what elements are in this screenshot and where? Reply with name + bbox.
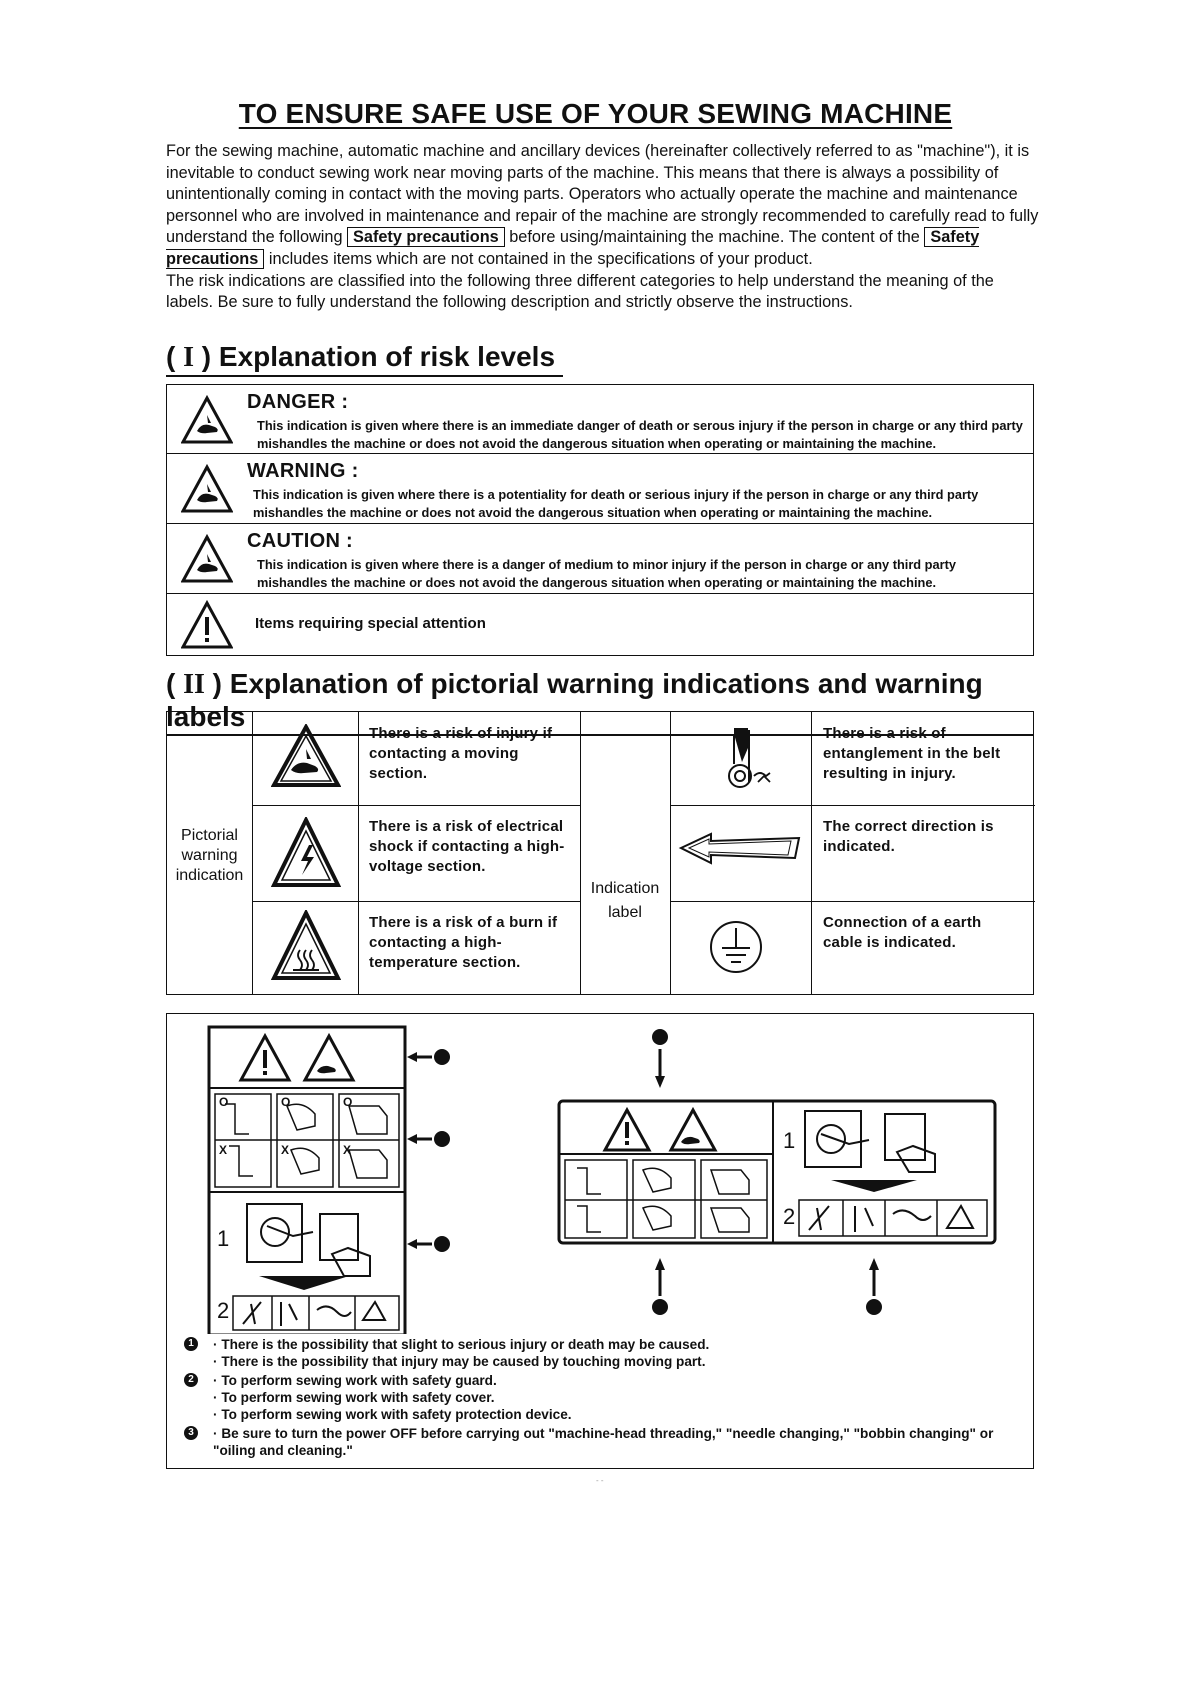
note-2	[183, 1372, 1023, 1423]
note-line: · To perform sewing work with safety protection device.	[213, 1407, 572, 1422]
grid-line	[580, 712, 581, 994]
risk-desc-caution: This indication is given where there is a danger of medium to minor injury if the person in charge or any third party mishandles the machine or does not avoid the dangerous situation when operating or maintaining the machine.	[257, 557, 956, 590]
svg-text:O: O	[281, 1095, 291, 1109]
section-1-heading: ( I ) Explanation of risk levels	[166, 341, 563, 377]
pictorial-text-moving: There is a risk of injury if contacting a moving section.	[369, 725, 553, 782]
intro-text-part-a: For the sewing machine, automatic machine and ancillary devices (hereinafter collectively referred to as "machine"), it is inevitable to conduct sewing work near moving parts of the machine. This means that there is always a possibility of unintentionally coming in contact with the moving parts. Operators who actually operate the machine and maintenance personnel who are involved in maintenance and repair of the machine are strongly recommended to carefully read to fully understand the following	[166, 142, 1039, 247]
indication-text-earth: Connection of a earth cable is indicated.	[823, 914, 982, 951]
risk-row-danger	[167, 385, 1033, 454]
svg-text:X: X	[343, 1143, 352, 1157]
pictorial-label: Pictorial warning indication	[175, 827, 244, 884]
risk-level-danger: DANGER :	[247, 391, 349, 413]
warning-labels-diagram	[167, 1014, 1033, 1334]
note-line: · Be sure to turn the power OFF before carrying out "machine-head threading," "needle changing," "bobbin changing" or "oiling and cleaning."	[213, 1426, 994, 1458]
high-voltage-icon	[271, 817, 341, 889]
vertical-warning-label	[209, 1027, 405, 1334]
footer-mark: - -	[596, 1476, 604, 1485]
danger-hand-icon	[181, 395, 233, 445]
figure-step-2: 2	[217, 1298, 230, 1323]
grid-line	[252, 805, 580, 806]
hot-surface-icon	[271, 910, 341, 982]
risk-level-warning: WARNING :	[247, 460, 359, 482]
safety-precautions-box-1: Safety precautions	[347, 227, 505, 247]
grid-line	[670, 805, 1035, 806]
warning-labels-figure	[166, 1013, 1034, 1469]
risk-level-caution: CAUTION :	[247, 530, 354, 552]
grid-line	[670, 901, 1035, 902]
pictorial-table	[166, 711, 1034, 995]
safety-precautions-box-2: Safety precautions	[166, 228, 980, 268]
figure-step-1: 1	[217, 1226, 230, 1251]
pictorial-text-burn: There is a risk of a burn if contacting a high-temperature section.	[369, 914, 558, 971]
intro-text	[166, 141, 1041, 314]
note-1-bullet: 1	[184, 1337, 198, 1351]
note-3-line-1: Be sure to turn the power OFF before carrying out "machine-head threading," "needle changing," "bobbin changing" or "oiling and cleaning."	[213, 1426, 994, 1458]
note-line: · There is the possibility that injury may be caused by touching moving part.	[213, 1354, 706, 1369]
indication-label: Indication label	[590, 880, 660, 921]
note-3-bullet: 3	[184, 1426, 198, 1440]
risk-desc-warning: This indication is given where there is a potentiality for death or serious injury if the person in charge or any third party mishandles the machine or does not avoid the dangerous situation when operating or maintaining the machine.	[253, 487, 979, 520]
indication-text-direction: The correct direction is indicated.	[823, 818, 994, 855]
direction-arrow-icon	[677, 830, 805, 866]
belt-entanglement-icon	[712, 724, 780, 792]
figure-step-1b: 1	[783, 1128, 796, 1153]
svg-text:X: X	[281, 1143, 290, 1157]
intro-paragraph-1	[166, 141, 1041, 271]
earth-ground-icon	[707, 918, 765, 976]
figure-notes	[183, 1336, 1023, 1459]
note-3	[183, 1425, 1023, 1459]
section-1-roman: I	[183, 342, 195, 373]
svg-text:O: O	[343, 1095, 353, 1109]
section-2-roman: II	[183, 669, 205, 700]
intro-paragraph-2: The risk indications are classified into the following three different categories to help understand the meaning of the labels. Be sure to fully understand the following description and strictly observe the instructions.	[166, 271, 994, 312]
intro-text-part-b: before using/maintaining the machine. The content of the	[504, 228, 925, 247]
pictorial-text-voltage: There is a risk of electrical shock if contacting a high-voltage section.	[369, 818, 565, 875]
section-1-title: Explanation of risk levels	[218, 341, 556, 372]
exclamation-icon	[181, 600, 233, 650]
horizontal-warning-label	[559, 1101, 995, 1243]
note-2-bullet: 2	[184, 1373, 198, 1387]
grid-line	[252, 901, 580, 902]
grid-line	[252, 712, 253, 994]
note-line: · To perform sewing work with safety cover.	[213, 1390, 495, 1405]
warning-hand-icon	[181, 464, 233, 514]
moving-part-hand-icon	[271, 724, 341, 788]
page-title: TO ENSURE SAFE USE OF YOUR SEWING MACHINE	[238, 98, 953, 129]
note-2-line-3: To perform sewing work with safety protection device.	[221, 1407, 572, 1422]
indication-text-belt: There is a risk of entanglement in the belt resulting in injury.	[823, 725, 1001, 782]
risk-row-special	[167, 594, 1033, 655]
grid-line	[670, 712, 671, 994]
caution-hand-icon	[181, 534, 233, 584]
note-line: · There is the possibility that slight to serious injury or death may be caused.	[213, 1337, 710, 1352]
risk-desc-danger: This indication is given where there is an immediate danger of death or serous injury if the person in charge or any third party mishandles the machine or does not avoid the dangerous situation when operating or maintaining the machine.	[257, 418, 1023, 451]
risk-row-warning	[167, 454, 1033, 524]
note-2-line-2: To perform sewing work with safety cover.	[221, 1390, 495, 1405]
special-attention-label: Items requiring special attention	[255, 615, 486, 632]
figure-step-2b: 2	[783, 1204, 796, 1229]
note-1-line-2: There is the possibility that injury may be caused by touching moving part.	[221, 1354, 706, 1369]
note-1-line-1: There is the possibility that slight to serious injury or death may be caused.	[221, 1337, 710, 1352]
risk-row-caution	[167, 524, 1033, 594]
section-2-heading: ( II ) Explanation of pictorial warning indications and warning labels	[166, 668, 1033, 736]
callout-arrows-left	[407, 1049, 450, 1252]
svg-text:O: O	[219, 1095, 229, 1109]
risk-levels-table	[166, 384, 1034, 656]
note-line: · To perform sewing work with safety guard.	[213, 1373, 497, 1388]
section-2-title: Explanation of pictorial warning indications and warning labels	[166, 668, 983, 732]
intro-text-part-c: includes items which are not contained in the specifications of your product.	[264, 249, 813, 268]
grid-line	[358, 712, 359, 994]
grid-line	[811, 712, 812, 994]
note-2-line-1: To perform sewing work with safety guard.	[221, 1373, 497, 1388]
note-1	[183, 1336, 1023, 1370]
svg-text:X: X	[219, 1143, 228, 1157]
